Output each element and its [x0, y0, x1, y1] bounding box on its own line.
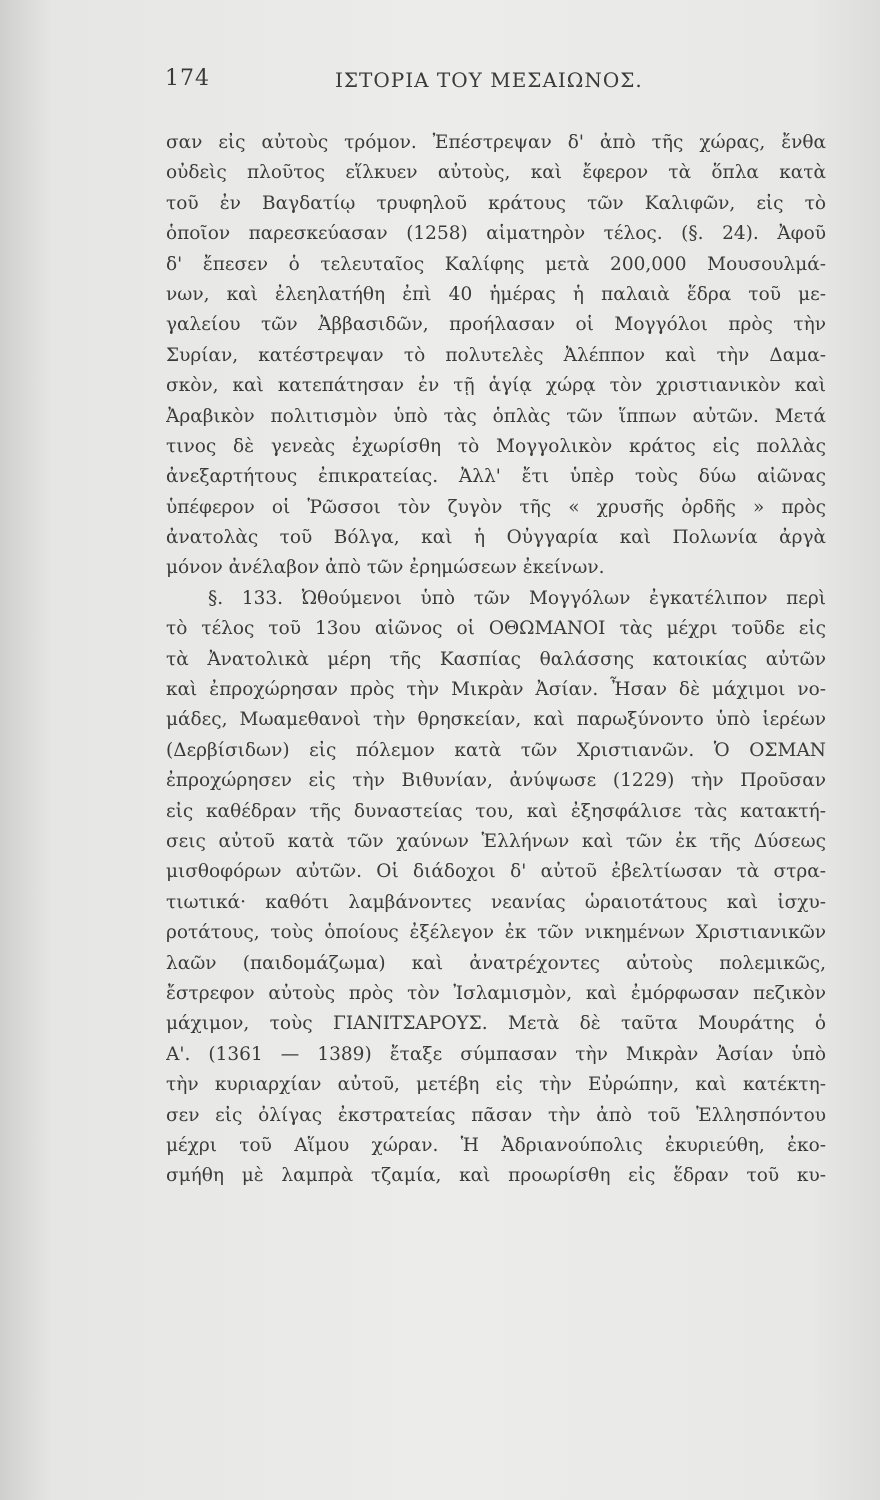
- text-line: τοῦ ἐν Βαγδατίῳ τρυφηλοῦ κράτους τῶν Καλιφῶν, εἰς τὸ: [166, 192, 826, 214]
- text-line: σεις αὐτοῦ κατὰ τῶν χαύνων Ἑλλήνων καὶ τῶν ἐκ τῆς Δύσεως: [166, 830, 826, 852]
- text-line: σμήθη μὲ λαμπρὰ τζαμία, καὶ προωρίσθη εἰς ἕδραν τοῦ κυ-: [166, 1165, 826, 1187]
- text-line: ὑπέφερον οἱ Ῥῶσσοι τὸν ζυγὸν τῆς « χρυσῆς ὀρδῆς » πρὸς: [166, 496, 826, 518]
- running-title: ΙΣΤΟΡΙΑ ΤΟΥ ΜΕΣΑΙΩΝΟΣ.: [335, 68, 643, 92]
- text-line: ἐπροχώρησεν εἰς τὴν Βιθυνίαν, ἀνύψωσε (1229) τὴν Προῦσαν: [166, 770, 826, 792]
- text-line: τινος δὲ γενεὰς ἐχωρίσθη τὸ Μογγολικὸν κράτος εἰς πολλὰς: [166, 435, 826, 457]
- text-line: σαν εἰς αὐτοὺς τρόμον. Ἐπέστρεψαν δ' ἀπὸ τῆς χώρας, ἔνθα: [166, 132, 826, 153]
- text-line: ὁποῖον παρεσκεύασαν (1258) αἱματηρὸν τέλος. (§. 24). Ἀφοῦ: [166, 223, 826, 245]
- text-line: μάχιμον, τοὺς ΓΙΑΝΙΤΣΑΡΟΥΣ. Μετὰ δὲ ταῦτα Μουράτης ὁ: [166, 1013, 826, 1035]
- text-line: μέχρι τοῦ Αἵμου χώραν. Ἡ Ἀδριανούπολις ἐκυριεύθη, ἐκο-: [166, 1134, 826, 1156]
- text-line: γαλείου τῶν Ἀββασιδῶν, προήλασαν οἱ Μογγόλοι πρὸς τὴν: [166, 314, 826, 336]
- text-line: τιωτικά· καθότι λαμβάνοντες νεανίας ὡραιοτάτους καὶ ἰσχυ-: [166, 891, 826, 913]
- text-line: εἰς καθέδραν τῆς δυναστείας του, καὶ ἐξησφάλισε τὰς κατακτή-: [166, 800, 826, 822]
- page-header: [165, 66, 825, 100]
- text-line: σεν εἰς ὀλίγας ἐκστρατείας πᾶσαν τὴν ἀπὸ τοῦ Ἑλλησπόντου: [166, 1104, 826, 1126]
- text-line: νων, καὶ ἐλεηλατήθη ἐπὶ 40 ἡμέρας ἡ παλαιὰ ἕδρα τοῦ με-: [166, 283, 826, 305]
- text-line: ἔστρεφον αὐτοὺς πρὸς τὸν Ἰσλαμισμὸν, καὶ ἐμόρφωσαν πεζικὸν: [166, 982, 826, 1004]
- text-line: ἀνατολὰς τοῦ Βόλγα, καὶ ἡ Οὐγγαρία καὶ Πολωνία ἀργὰ: [166, 527, 826, 549]
- section-start-line: §. 133. Ὠθούμενοι ὑπὸ τῶν Μογγόλων ἐγκατέλιπον περὶ: [208, 587, 826, 609]
- text-line: Ἀραβικὸν πολιτισμὸν ὑπὸ τὰς ὁπλὰς τῶν ἵππων αὐτῶν. Μετά: [166, 405, 826, 427]
- text-line: καὶ ἐπροχώρησαν πρὸς τὴν Μικρὰν Ἀσίαν. Ἦσαν δὲ μάχιμοι νο-: [166, 679, 826, 701]
- body-text: [166, 128, 826, 1192]
- text-line: (Δερβίσιδων) εἰς πόλεμον κατὰ τῶν Χριστιανῶν. Ὁ ΟΣΜΑΝ: [166, 739, 826, 761]
- text-line: μισθοφόρων αὐτῶν. Οἱ διάδοχοι δ' αὐτοῦ ἐβελτίωσαν τὰ στρα-: [166, 861, 826, 883]
- text-line: μάδες, Μωαμεθανοὶ τὴν θρησκείαν, καὶ παρωξύνοντο ὑπὸ ἱερέων: [166, 709, 826, 731]
- text-line: μόνον ἀνέλαβον ἀπὸ τῶν ἐρημώσεων ἐκείνων.: [166, 557, 605, 579]
- text-line: Α'. (1361 — 1389) ἔταξε σύμπασαν τὴν Μικρὰν Ἀσίαν ὑπὸ: [166, 1043, 826, 1065]
- text-line: Συρίαν, κατέστρεψαν τὸ πολυτελὲς Ἀλέππον καὶ τὴν Δαμα-: [166, 344, 826, 366]
- text-line: δ' ἔπεσεν ὁ τελευταῖος Καλίφης μετὰ 200,000 Μουσουλμά-: [166, 253, 826, 275]
- text-line: τὴν κυριαρχίαν αὐτοῦ, μετέβη εἰς τὴν Εὐρώπην, καὶ κατέκτη-: [166, 1074, 826, 1096]
- text-line: ροτάτους, τοὺς ὁποίους ἐξέλεγον ἐκ τῶν νικημένων Χριστιανικῶν: [166, 922, 826, 944]
- text-line: οὐδεὶς πλοῦτος εἵλκυεν αὐτοὺς, καὶ ἔφερον τὰ ὅπλα κατὰ: [166, 162, 826, 184]
- page-number: 174: [165, 66, 210, 91]
- text-line: σκὸν, καὶ κατεπάτησαν ἐν τῇ ἁγίᾳ χώρᾳ τὸν χριστιανικὸν καὶ: [166, 375, 826, 397]
- text-line: τὰ Ἀνατολικὰ μέρη τῆς Κασπίας θαλάσσης κατοικίας αὐτῶν: [166, 648, 826, 670]
- text-line: τὸ τέλος τοῦ 13ου αἰῶνος οἱ ΟΘΩΜΑΝΟΙ τὰς μέχρι τοῦδε εἰς: [166, 618, 826, 640]
- text-line: ἀνεξαρτήτους ἐπικρατείας. Ἀλλ' ἔτι ὑπὲρ τοὺς δύω αἰῶνας: [166, 466, 826, 488]
- text-line: λαῶν (παιδομάζωμα) καὶ ἀνατρέχοντες αὐτοὺς πολεμικῶς,: [166, 952, 826, 974]
